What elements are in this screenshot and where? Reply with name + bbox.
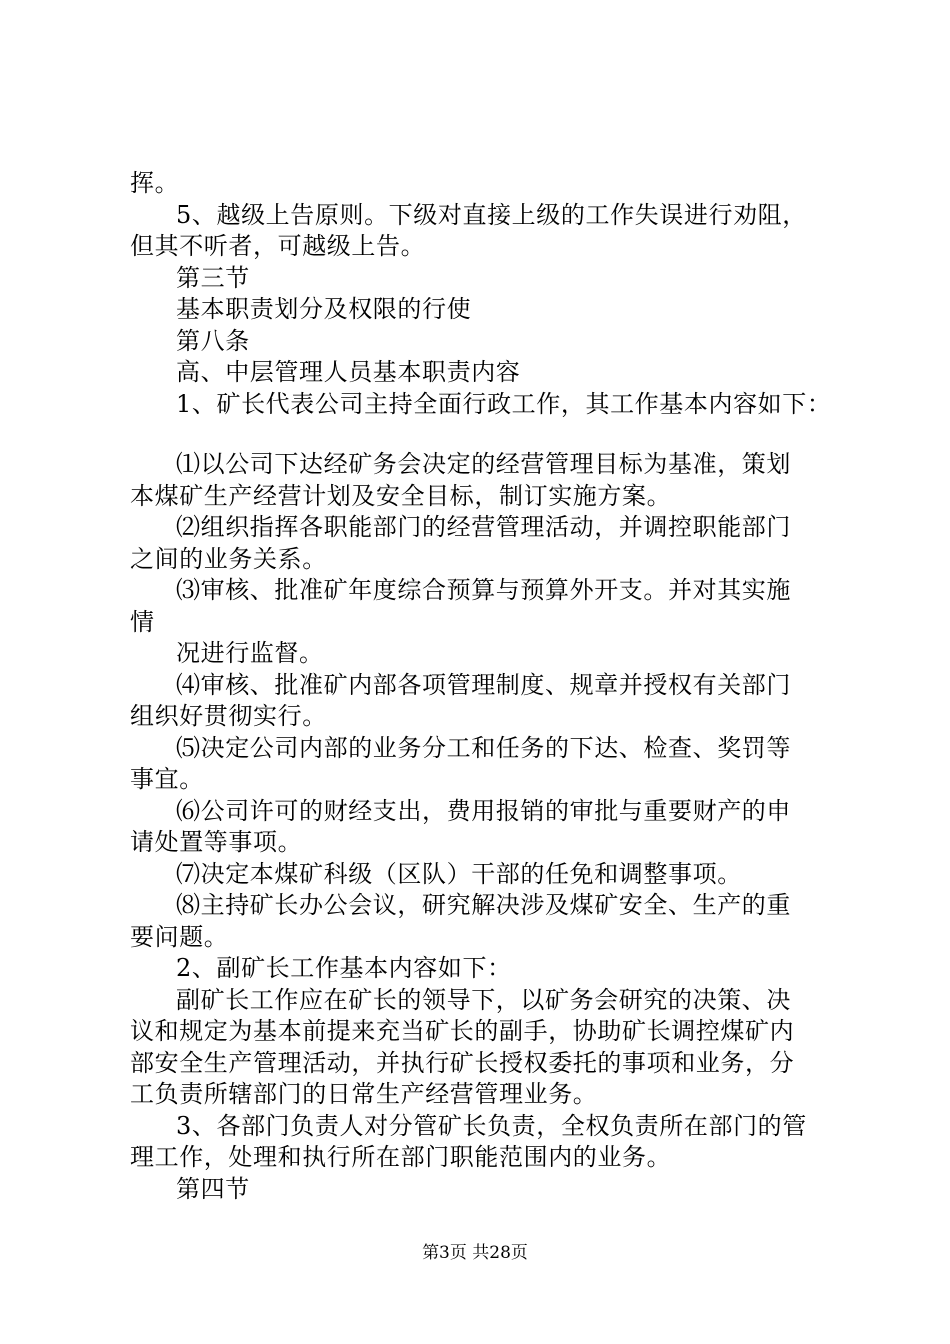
text-line: ⑺决定本煤矿科级（区队）干部的任免和调整事项。: [176, 859, 742, 888]
text-line: 2、副矿长工作基本内容如下：: [176, 954, 512, 982]
text-line: 部安全生产管理活动，并执行矿长授权委托的事项和业务，分: [130, 1048, 795, 1077]
section-title: 基本职责划分及权限的行使: [176, 295, 472, 323]
text-line: ⑵组织指挥各职能部门的经营管理活动，并调控职能部门: [176, 513, 791, 541]
article-title: 高、中层管理人员基本职责内容: [176, 358, 521, 386]
paragraph-gap: [130, 420, 834, 449]
text-line: ⑹公司许可的财经支出，费用报销的审批与重要财产的申: [176, 796, 791, 825]
text-line: 挥。: [130, 169, 180, 197]
text-line: 事宜。: [130, 765, 204, 793]
text-line: 1、矿长代表公司主持全面行政工作，其工作基本内容如下：: [176, 389, 832, 418]
section-heading: 第三节: [176, 263, 250, 292]
section-heading: 第四节: [176, 1174, 250, 1203]
text-line: 3、各部门负责人对分管矿长负责，全权负责所在部门的管: [176, 1111, 807, 1140]
article-heading: 第八条: [176, 326, 250, 355]
text-line: 情: [130, 607, 155, 636]
text-line: ⑷审核、批准矿内部各项管理制度、规章并授权有关部门: [176, 670, 791, 699]
text-line: 工负责所辖部门的日常生产经营管理业务。: [130, 1080, 598, 1108]
text-line: 本煤矿生产经营计划及安全目标，制订实施方案。: [130, 481, 672, 510]
text-line: 之间的业务关系。: [130, 544, 327, 573]
text-line: 副矿长工作应在矿长的领导下，以矿务会研究的决策、决: [176, 985, 791, 1014]
text-line: 组织好贯彻实行。: [130, 702, 327, 730]
text-line: 况进行监督。: [176, 639, 324, 667]
text-line: ⑴以公司下达经矿务会决定的经营管理目标为基准，策划: [176, 450, 791, 478]
page-number-footer: 第3页 共28页: [422, 1243, 528, 1263]
text-line: ⑻主持矿长办公会议，研究解决涉及煤矿安全、生产的重: [176, 891, 791, 919]
text-line: 议和规定为基本前提来充当矿长的副手，协助矿长调控煤矿内: [130, 1017, 795, 1045]
text-line: 但其不听者，可越级上告。: [130, 232, 426, 260]
document-body: [130, 168, 834, 1205]
text-line: ⑸决定公司内部的业务分工和任务的下达、检查、奖罚等: [176, 733, 791, 762]
text-line: ⑶审核、批准矿年度综合预算与预算外开支。并对其实施: [176, 576, 791, 604]
text-line: 要问题。: [130, 922, 229, 951]
text-line: 请处置等事项。: [130, 828, 303, 856]
text-line: 5、越级上告原则。下级对直接上级的工作失误进行劝阻，: [176, 200, 807, 229]
text-line: 理工作，处理和执行所在部门职能范围内的业务。: [130, 1143, 672, 1171]
